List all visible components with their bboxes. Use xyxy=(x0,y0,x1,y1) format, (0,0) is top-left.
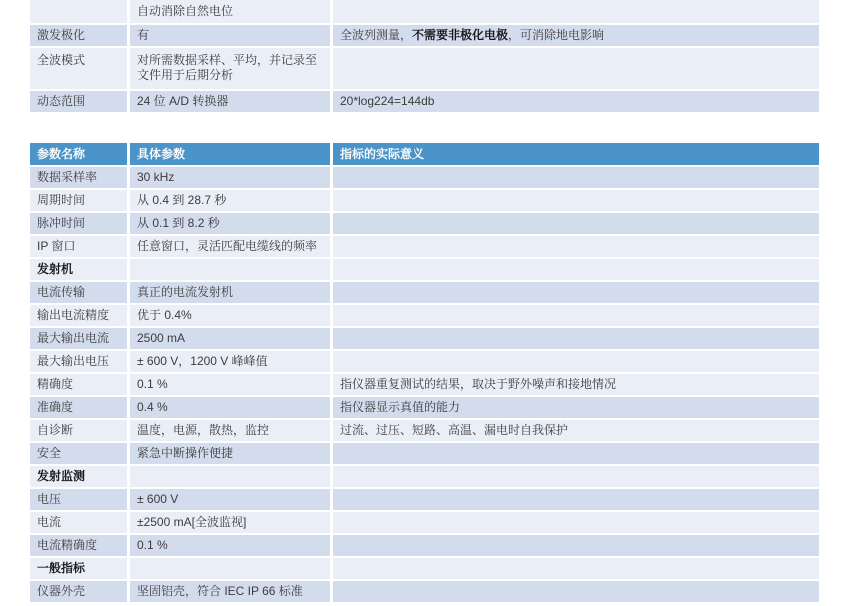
param-value-cell xyxy=(130,466,333,487)
param-name-cell: 数据采样率 xyxy=(30,167,130,188)
param-value-cell: 温度，电源，散热，监控 xyxy=(130,420,333,441)
param-value-cell: 对所需数据采样、平均，并记录至文件用于后期分析 xyxy=(130,48,333,89)
param-meaning-cell xyxy=(333,558,819,579)
param-name-cell: 电流 xyxy=(30,512,130,533)
param-value-cell: 0.1 % xyxy=(130,374,333,395)
table-row xyxy=(30,581,822,604)
param-name-cell: 精确度 xyxy=(30,374,130,395)
param-name-cell: 全波模式 xyxy=(30,48,130,89)
param-value-cell: 2500 mA xyxy=(130,328,333,349)
param-meaning-cell xyxy=(333,489,819,510)
param-name-cell: 发射监测 xyxy=(30,466,130,487)
param-value-cell: 自动消除自然电位 xyxy=(130,0,333,23)
param-meaning-cell: 过流、过压、短路、高温、漏电时自我保护 xyxy=(333,420,819,441)
param-value-cell: 真正的电流发射机 xyxy=(130,282,333,303)
table-row xyxy=(30,535,822,558)
table-row xyxy=(30,167,822,190)
table-row xyxy=(30,91,822,114)
param-name-cell: 准确度 xyxy=(30,397,130,418)
param-name-cell: IP 窗口 xyxy=(30,236,130,257)
param-meaning-cell xyxy=(333,535,819,556)
table-row xyxy=(30,190,822,213)
param-meaning-cell xyxy=(333,25,819,46)
section-row xyxy=(30,259,822,282)
param-meaning-cell xyxy=(333,351,819,372)
table-row xyxy=(30,236,822,259)
meaning-text: 全波列测量， xyxy=(340,28,413,42)
param-meaning-cell xyxy=(333,581,819,602)
param-value-cell: 有 xyxy=(130,25,333,46)
param-meaning-cell xyxy=(333,236,819,257)
meaning-text: ，可消除地电影响 xyxy=(508,28,605,42)
param-meaning-cell xyxy=(333,190,819,211)
table-row xyxy=(30,328,822,351)
section-row xyxy=(30,558,822,581)
table-row xyxy=(30,420,822,443)
param-value-cell: 优于 0.4% xyxy=(130,305,333,326)
table-body xyxy=(30,167,822,604)
param-value-cell: 坚固铝壳，符合 IEC IP 66 标准 xyxy=(130,581,333,602)
meaning-text-bold: 不需要非极化电极 xyxy=(412,28,509,42)
table-row xyxy=(30,305,822,328)
param-meaning-cell xyxy=(333,0,819,23)
param-meaning-cell xyxy=(333,48,819,89)
param-value-cell: 任意窗口，灵活匹配电缆线的频率 xyxy=(130,236,333,257)
table-row xyxy=(30,0,822,25)
param-value-cell: 0.1 % xyxy=(130,535,333,556)
section-row xyxy=(30,466,822,489)
header-param-name: 参数名称 xyxy=(30,143,130,165)
param-meaning-cell: 指仪器显示真值的能力 xyxy=(333,397,819,418)
param-name-cell: 最大输出电流 xyxy=(30,328,130,349)
param-meaning-cell xyxy=(333,305,819,326)
table-row xyxy=(30,443,822,466)
param-name-cell: 激发极化 xyxy=(30,25,130,46)
header-param-meaning: 指标的实际意义 xyxy=(333,143,819,165)
table-row xyxy=(30,25,822,48)
header-param-value: 具体参数 xyxy=(130,143,333,165)
param-name-cell xyxy=(30,0,130,23)
table-row xyxy=(30,48,822,91)
param-value-cell: ± 600 V xyxy=(130,489,333,510)
param-value-cell: 从 0.4 到 28.7 秒 xyxy=(130,190,333,211)
param-meaning-cell: 20*log224=144db xyxy=(333,91,819,112)
param-name-cell: 仪器外壳 xyxy=(30,581,130,602)
table-row xyxy=(30,351,822,374)
param-value-cell: 从 0.1 到 8.2 秒 xyxy=(130,213,333,234)
param-meaning-cell: 指仪器重复测试的结果，取决于野外噪声和接地情况 xyxy=(333,374,819,395)
param-name-cell: 最大输出电压 xyxy=(30,351,130,372)
table-row xyxy=(30,512,822,535)
param-meaning-cell xyxy=(333,259,819,280)
param-name-cell: 动态范围 xyxy=(30,91,130,112)
param-name-cell: 电流精确度 xyxy=(30,535,130,556)
param-value-cell: 30 kHz xyxy=(130,167,333,188)
param-name-cell: 电压 xyxy=(30,489,130,510)
param-value-cell xyxy=(130,259,333,280)
param-meaning-cell xyxy=(333,443,819,464)
table-row xyxy=(30,213,822,236)
table-row xyxy=(30,374,822,397)
table-row xyxy=(30,489,822,512)
param-value-cell: 0.4 % xyxy=(130,397,333,418)
param-meaning-cell xyxy=(333,213,819,234)
param-value-cell: 紧急中断操作便捷 xyxy=(130,443,333,464)
param-meaning-cell xyxy=(333,512,819,533)
param-name-cell: 周期时间 xyxy=(30,190,130,211)
table-row xyxy=(30,397,822,420)
param-value-cell xyxy=(130,558,333,579)
param-name-cell: 一般指标 xyxy=(30,558,130,579)
param-name-cell: 安全 xyxy=(30,443,130,464)
param-name-cell: 发射机 xyxy=(30,259,130,280)
param-meaning-cell xyxy=(333,328,819,349)
param-name-cell: 自诊断 xyxy=(30,420,130,441)
table-header-row xyxy=(30,143,822,167)
spec-table-main xyxy=(30,143,822,604)
param-meaning-cell xyxy=(333,167,819,188)
param-name-cell: 输出电流精度 xyxy=(30,305,130,326)
param-value-cell: ± 600 V，1200 V 峰峰值 xyxy=(130,351,333,372)
param-name-cell: 脉冲时间 xyxy=(30,213,130,234)
param-value-cell: ±2500 mA[全波监视] xyxy=(130,512,333,533)
spec-table-top xyxy=(30,0,822,114)
param-value-cell: 24 位 A/D 转换器 xyxy=(130,91,333,112)
param-meaning-cell xyxy=(333,466,819,487)
param-name-cell: 电流传输 xyxy=(30,282,130,303)
table-row xyxy=(30,282,822,305)
param-meaning-cell xyxy=(333,282,819,303)
